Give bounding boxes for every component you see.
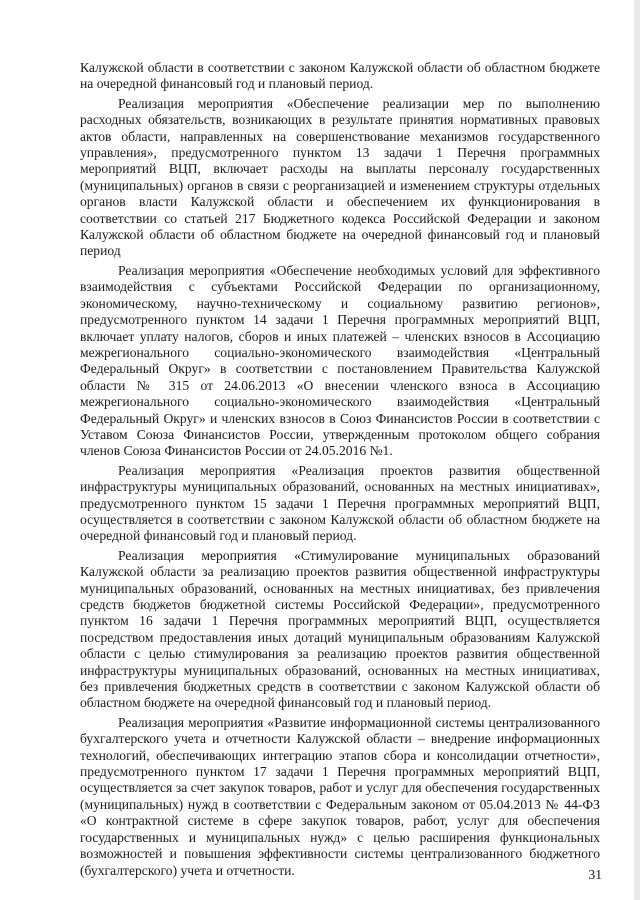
paragraph-item-13: Реализация мероприятия «Обеспечение реализации мер по выполнению расходных обязательств, возникающих в результате принятия нормативных правовых актов области, направленных на совершенствование механизмов государственного управления», предусмотренного пунктом 13 задачи 1 Перечня программных мероприятий ВЦП, включает расходы на выплаты персоналу государственных (муниципальных) органов в связи с реорганизацией и изменением структуры отдельных органов власти Калужской области и обеспечением их функционирования в соответствии со статьей 217 Бюджетного кодекса Российской Федерации и законом Калужской области об областном бюджете на очередной финансовый год и плановый период <box>80 95 600 259</box>
scan-edge-shadow <box>634 0 640 900</box>
page-number: 31 <box>588 867 602 882</box>
paragraph-item-16: Реализация мероприятия «Стимулирование муниципальных образований Калужской области за реализацию проектов развития общественной инфраструктуры муниципальных образований, основанных на местных инициативах, без привлечения средств бюджетов бюджетной системы Российской Федерации», предусмотренного пунктом 16 задачи 1 Перечня программных мероприятий ВЦП, осуществляется посредством предоставления иных дотаций муниципальным образованиям Калужской области с целью стимулирования за реализацию проектов развития общественной инфраструктуры муниципальных образований, основанных на местных инициативах, без привлечения бюджетных средств в соответствии с законом Калужской области об областном бюджете на очередной финансовый год и плановый период. <box>80 547 600 711</box>
paragraph-item-14: Реализация мероприятия «Обеспечение необходимых условий для эффективного взаимодействия с субъектами Российской Федерации по организационному, экономическому, научно-техническому и социальному развитию регионов», предусмотренного пунктом 14 задачи 1 Перечня программных мероприятий ВЦП, включает уплату налогов, сборов и иных платежей – членских взносов в Ассоциацию межрегионального социально-экономического взаимодействия «Центральный Федеральный Округ» в соответствии с постановлением Правительства Калужской области № 315 от 24.06.2013 «О внесении членского взноса в Ассоциацию межрегионального социально-экономического взаимодействия «Центральный Федеральный Округ» и членских взносов в Союз Финансистов России в соответствии с Уставом Союза Финансистов России, утвержденным протоколом общего собрания членов Союза Финансистов России от 24.05.2016 №1. <box>80 262 600 459</box>
paragraph-item-17: Реализация мероприятия «Развитие информационной системы централизованного бухгалтерского учета и отчетности Калужской области – внедрение информационных технологий, обеспечивающих интеграцию этапов сбора и консолидации отчетности», предусмотренного пунктом 17 задачи 1 Перечня программных мероприятий ВЦП, осуществляется за счет закупок товаров, работ и услуг для обеспечения государственных (муниципальных) нужд в соответствии с Федеральным законом от 05.04.2013 № 44-ФЗ «О контрактной системе в сфере закупок товаров, работ, услуг для обеспечения государственных и муниципальных нужд» с целью расширения функциональных возможностей и повышения эффективности системы централизованного бюджетного (бухгалтерского) учета и отчетности. <box>80 714 600 878</box>
paragraph-item-15: Реализация мероприятия «Реализация проектов развития общественной инфраструктуры муниципальных образований, основанных на местных инициативах», предусмотренного пунктом 15 задачи 1 Перечня программных мероприятий ВЦП, осуществляется в соответствии с законом Калужской области об областном бюджете на очередной финансовый год и плановый период. <box>80 462 600 544</box>
document-body <box>80 60 600 879</box>
paragraph-continuation: Калужской области в соответствии с законом Калужской области об областном бюджете на очередной финансовый год и плановый период. <box>80 60 600 92</box>
